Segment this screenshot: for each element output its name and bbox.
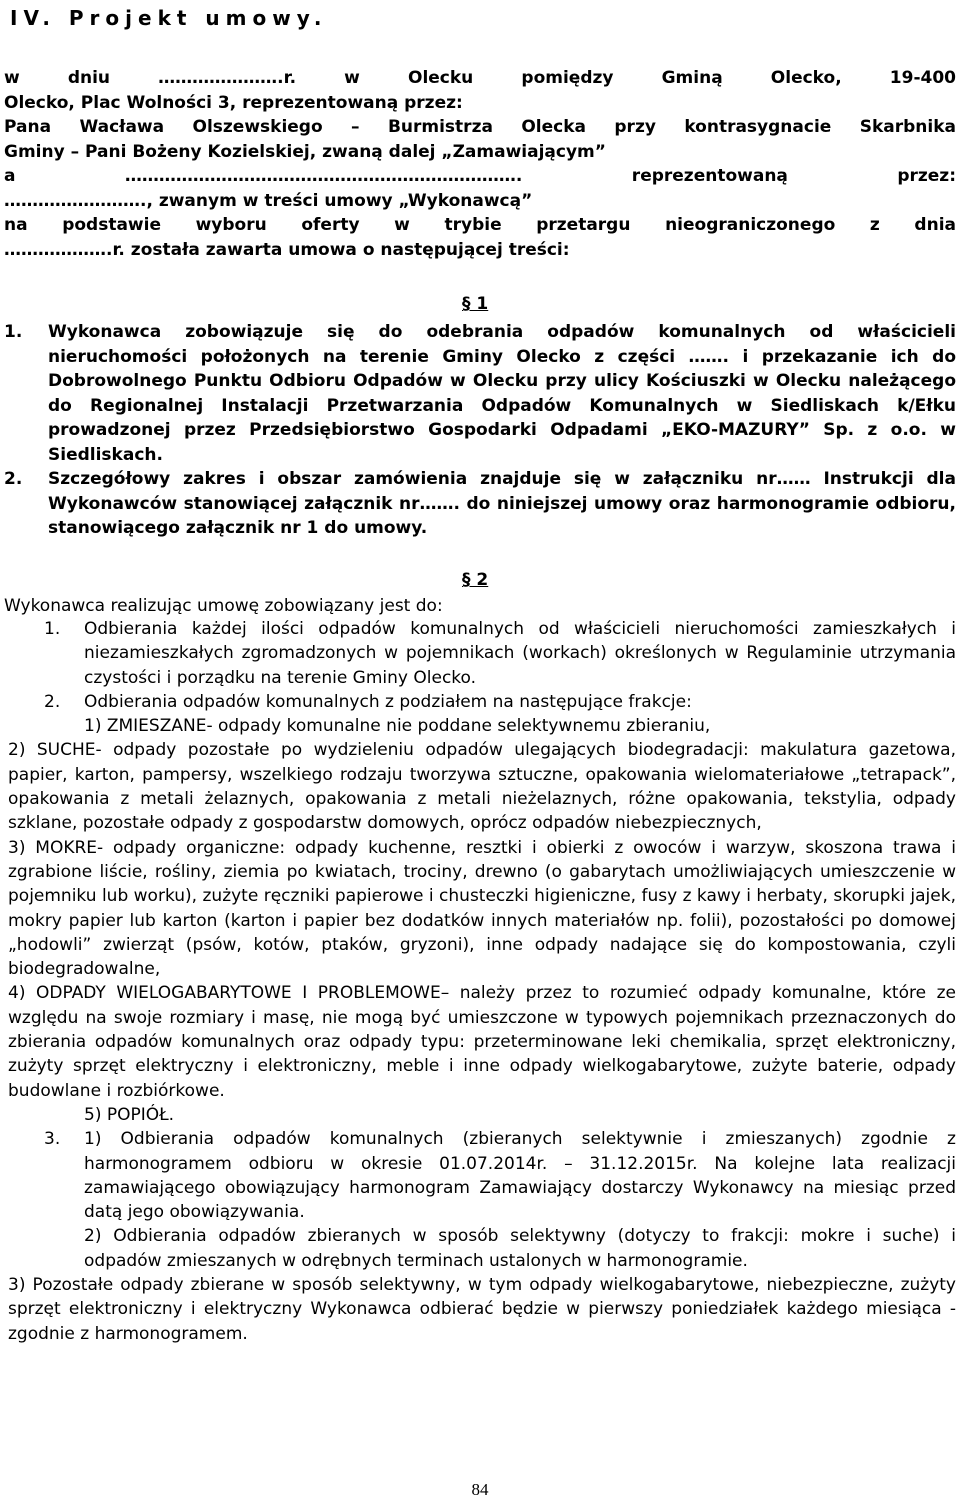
page-number: 84	[471, 1480, 489, 1499]
item-text: 1) Odbierania odpadów komunalnych (zbieranych selektywnie i zmieszanych) zgodnie z harmonogramem odbioru w okresie 01.07.2014r. – 31.12.2015r. Na kolejne lata realizacji zamawiającego obowiązujący harmonogram Zamawiający dostarczy Wykonawcy na miesiąc przed datą jego obowiązywania.	[84, 1129, 956, 1223]
contract-intro	[4, 66, 956, 262]
intro-line: Gminy – Pani Bożeny Kozielskiej, zwaną dalej „Zamawiającym”	[4, 141, 606, 162]
section-2	[4, 617, 956, 1346]
item-number: 3.	[44, 1129, 61, 1150]
section-1-item	[4, 467, 956, 541]
intro-line: ……………….r. została zawarta umowa o następującej treści:	[4, 239, 570, 260]
item-number: 2.	[44, 691, 61, 712]
item-number: 1.	[44, 619, 61, 639]
fraction-item: 5) POPIÓŁ.	[84, 1104, 175, 1125]
section-2-item	[4, 617, 956, 690]
intro-line: w dniu ………………….r. w Olecku pomiędzy Gminą Olecko, 19-400	[4, 68, 956, 88]
item-text: Wykonawca zobowiązuje się do odebrania odpadów komunalnych od właścicieli nieruchomości położonych na terenie Gminy Olecko z części ……. i przekazanie ich do Dobrowolnego Punktu Odbioru Odpadów w Olecku przy ulicy Kościuszki w Olecku należącego do Regionalnej Instalacji Przetwarzania Odpadów Komunalnych w Siedliskach k/Ełku prowadzonej przez Przedsiębiorstwo Gospodarki Odpadami „EKO-MAZURY” Sp. z o.o. w Siedliskach.	[48, 322, 956, 465]
intro-line: na podstawie wyboru oferty w trybie przetargu nieograniczonego z dnia	[4, 215, 956, 235]
intro-line: Olecko, Plac Wolności 3, reprezentowaną przez:	[4, 92, 463, 113]
item-number: 2.	[4, 469, 23, 489]
item-text: Szczegółowy zakres i obszar zamówienia znajduje się w załączniku nr…… Instrukcji dla Wykonawców stanowiącej załącznik nr……. do niniejszej umowy oraz harmonogramie odbioru, stanowiącego załącznik nr 1 do umowy.	[48, 469, 956, 538]
item-text: Odbierania każdej ilości odpadów komunalnych od właścicieli nieruchomości zamieszkałych i niezamieszkałych zgromadzonych w pojemnikach (workach) określonych w Regulaminie utrzymania czystości i porządku na terenie Gminy Olecko.	[84, 619, 956, 688]
section-1-item	[4, 320, 956, 467]
fraction-item: 3) MOKRE- odpady organiczne: odpady kuchenne, resztki i obierki z owoców i warzyw, skoszona trawa i zgrabione liście, rośliny, ziemia po kwiatach, trociny, drewno (o gabarytach umożliwiających umieszczenie w pojemniku lub worku), zużyte ręczniki papierowe i chusteczki higieniczne, fusy z kawy i herbaty, skorupki jajek, mokry papier lub karton (karton i papier bez dodatków innych materiałów np. folii), pozostałości po domowej „hodowli” zwierząt (psów, kotów, ptaków, gryzoni), inne odpady nadające się do kompostowania, czyli biodegradowalne,	[8, 837, 956, 980]
sub-item: 3) Pozostałe odpady zbierane w sposób selektywny, w tym odpady wielkogabarytowe, niebezpieczne, zużyty sprzęt elektroniczny i elektryczny Wykonawca odbierać będzie w pierwszy poniedziałek każdego miesiąca - zgodnie z harmonogramem.	[8, 1275, 956, 1344]
section-2-item	[4, 1127, 956, 1346]
intro-line: a ……………………………………………………………. reprezentowaną przez:	[4, 166, 956, 186]
item-number: 1.	[4, 322, 23, 342]
document-title: IV. Projekt umowy.	[10, 6, 328, 30]
section-2-heading: § 2	[462, 570, 489, 590]
intro-line: ……………………., zwanym w treści umowy „Wykonawcą”	[4, 190, 533, 211]
section-1	[4, 320, 956, 541]
fraction-item: 1) ZMIESZANE- odpady komunalne nie poddane selektywnemu zbieraniu,	[84, 716, 711, 737]
fraction-item: 2) SUCHE- odpady pozostałe po wydzieleniu odpadów ulegających biodegradacji: makulatura gazetowa, papier, karton, pampersy, wszelkiego rodzaju tworzywa sztuczne, opakowania wielomateriałowe „tetrapack”, opakowania z metali żelaznych, opakowania z metali nieżelaznych, różne opakowania, tekstylia, odpady szklane, pozostałe odpady z gospodarstw domowych, oprócz odpadów niebezpiecznych,	[8, 740, 956, 834]
section-2-item	[4, 690, 956, 1127]
sub-item: 2) Odbierania odpadów zbieranych w sposób selektywny (dotyczy to frakcji: mokre i suche) i odpadów zmieszanych w odrębnych terminach ustalonych w harmonogramie.	[84, 1226, 956, 1271]
fraction-item: 4) ODPADY WIELOGABARYTOWE I PROBLEMOWE– należy przez to rozumieć odpady komunalne, które ze względu na swoje rozmiary i masę, nie mogą być umieszczone w typowych pojemnikach przeznaczonych do zbierania odpadów komunalnych oraz odpady typu: przeterminowane leki chemikalia, sprzęt elektroniczny, zużyty sprzęt elektryczny i elektroniczny, meble i inne odpady wielkogabarytowe, zużyte baterie, odpady budowlane i rozbiórkowe.	[8, 983, 956, 1101]
section-1-heading: § 1	[462, 294, 489, 314]
section-2-lead: Wykonawca realizując umowę zobowiązany jest do:	[4, 596, 443, 616]
item-text: Odbierania odpadów komunalnych z podziałem na następujące frakcje:	[84, 691, 692, 712]
intro-line: Pana Wacława Olszewskiego – Burmistrza Olecka przy kontrasygnacie Skarbnika	[4, 117, 956, 137]
